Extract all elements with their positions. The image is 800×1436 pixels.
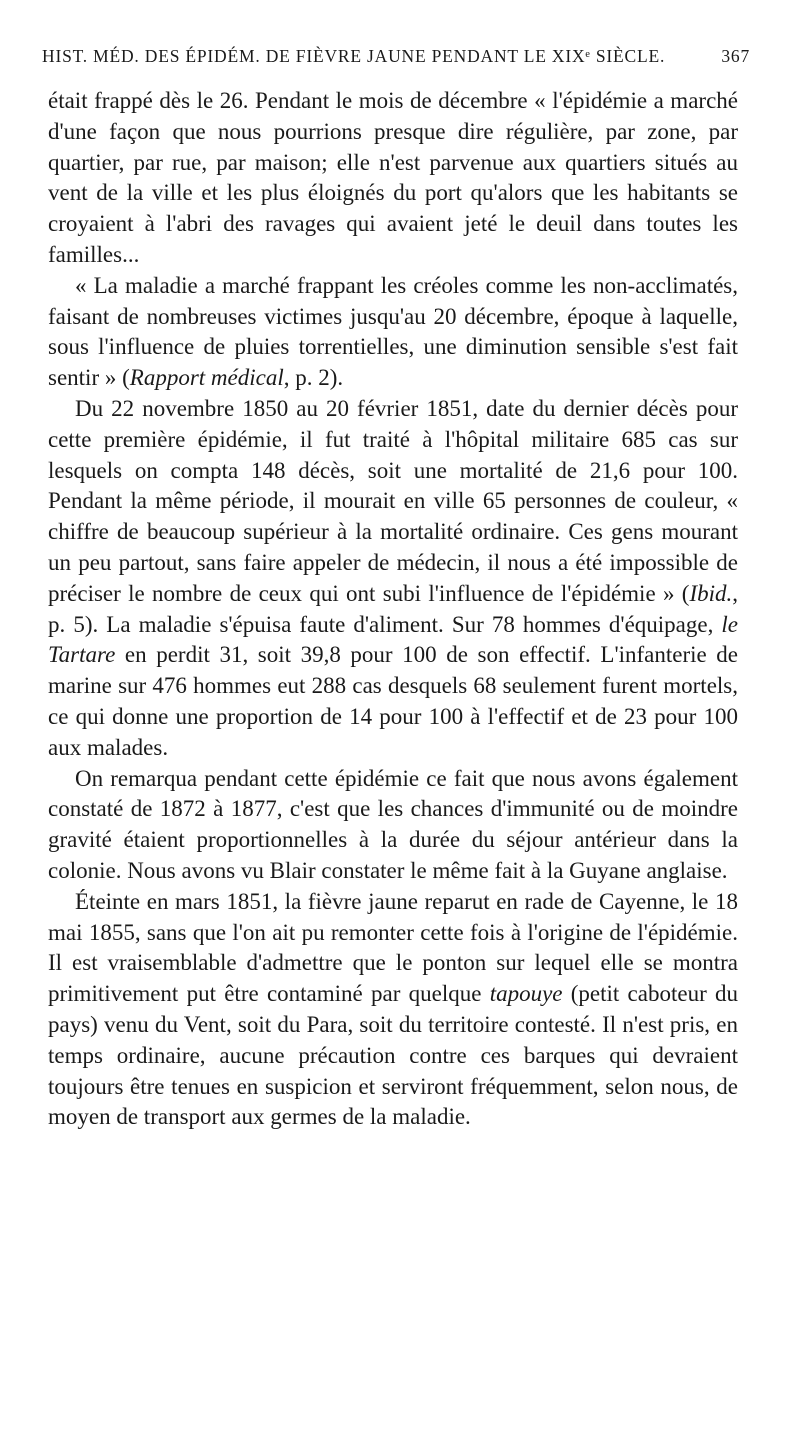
page-number: 367	[721, 46, 750, 66]
body-text	[48, 86, 738, 1133]
italic-text: tapouye	[489, 981, 563, 1007]
text-run: , p. 5). La maladie s'épuisa faute d'aliment. Sur 78 hommes d'équipage,	[48, 580, 738, 637]
text-run: « La maladie a marché frappant les créoles comme les non-acclimatés, faisant de nombreuses victimes jusqu'au 20 décembre, époque à laquelle, sous l'influence de pluies torrentielles, une diminution sensible s'est fait sentir » (	[48, 272, 738, 391]
paragraph	[48, 764, 738, 887]
text-run: en perdit 31, soit 39,8 pour 100 de son effectif. L'infanterie de marine sur 476 hommes eut 288 cas desquels 68 seulement furent mortels, ce qui donne une proportion de 14 pour 100 à l'effectif et de 23 pour 100 aux malades.	[48, 642, 738, 760]
running-title: HIST. MÉD. DES ÉPIDÉM. DE FIÈVRE JAUNE PENDANT LE XIXᵉ SIÈCLE.	[42, 46, 666, 66]
italic-text: le Tartare	[48, 611, 738, 668]
paragraph	[48, 271, 738, 394]
text-run: On remarqua pendant cette épidémie ce fait que nous avons également constaté de 1872 à 1877, c'est que les chances d'immunité ou de moindre gravité étaient proportionnelles à la durée du séjour antérieur dans la colonie. Nous avons vu Blair constater le même fait à la Guyane anglaise.	[48, 765, 738, 883]
italic-text: Ibid.	[689, 580, 733, 606]
text-run: Du 22 novembre 1850 au 20 février 1851, date du dernier décès pour cette première épidémie, il fut traité à l'hôpital militaire 685 cas sur lesquels on compta 148 décès, soit une mortalité de 21,6 pour 100. Pendant la même période, il mourait en ville 65 personnes de couleur, « chiffre de beaucoup supérieur à la mortalité ordinaire. Ces gens mourant un peu partout, sans faire appeler de médecin, il nous a été impossible de préciser le nombre de ceux qui ont subi l'influence de l'épidémie » (	[48, 395, 738, 606]
running-header	[42, 46, 750, 67]
italic-text: Rapport médical	[129, 365, 284, 391]
paragraph	[48, 394, 738, 764]
paragraph	[48, 86, 738, 271]
paragraph	[48, 887, 738, 1133]
text-run: Éteinte en mars 1851, la fièvre jaune reparut en rade de Cayenne, le 18 mai 1855, sans que l'on ait pu remonter cette fois à l'origine de l'épidémie. Il est vraisemblable d'admettre que le ponton sur lequel elle se montra primitivement put être contaminé par quelque	[48, 888, 738, 1007]
text-run: était frappé dès le 26. Pendant le mois de décembre « l'épidémie a marché d'une façon que nous pourrions presque dire régulière, par zone, par quartier, par rue, par maison; elle n'est parvenue aux quartiers situés au vent de la ville et les plus éloignés du port qu'alors que les habitants se croyaient à l'abri des ravages qui avaient jeté le deuil dans toutes les familles...	[48, 88, 738, 267]
text-run: , p. 2).	[283, 365, 344, 391]
text-run: (petit caboteur du pays) venu du Vent, soit du Para, soit du territoire contesté. Il n'est pris, en temps ordinaire, aucune précaution contre ces barques qui devraient toujours être tenues en suspicion et serviront fréquemment, selon nous, de moyen de transport aux germes de la maladie.	[48, 981, 738, 1130]
